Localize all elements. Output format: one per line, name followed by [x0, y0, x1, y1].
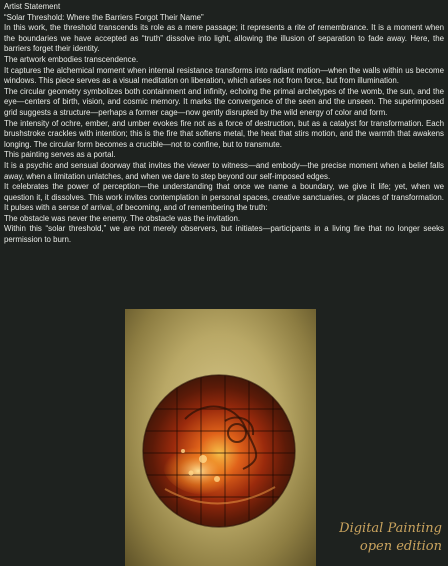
caption-edition: open edition	[359, 539, 442, 554]
statement-paragraph: This painting serves as a portal.	[4, 150, 116, 160]
caption-medium: Digital Painting	[339, 521, 442, 536]
statement-paragraph: The intensity of ochre, ember, and umber evokes fire not as a force of destruction, but as a catalyst for transformation. Each brushstroke crackles with intention; this is the fire that softens metal, the heat that stirs motion, and the warmth that awakens longing. The circular form becomes a crucible—not to confine, but to transmute.	[4, 118, 444, 149]
artwork-image	[125, 309, 316, 566]
statement-paragraph: The artwork embodies transcendence.	[4, 54, 139, 64]
statement-paragraph: It captures the alchemical moment when internal resistance transforms into radiant motion—when the walls within us become windows. This piece serves as a visual meditation on liberation, which arises not from force, but from illumination.	[4, 65, 444, 86]
statement-paragraph: It is a psychic and sensual doorway that invites the viewer to witness—and embody—the precise moment when a belief falls away, when a limitation unlatches, and when we dare to step beyond our self-imposed edges.	[4, 160, 444, 181]
statement-paragraph: In this work, the threshold transcends its role as a mere passage; it represents a rite of remembrance. It is a moment when the boundaries we have accepted as “truth” dissolve into light, allowing the illusion of separation to fade away. Here, the barriers forget their identity.	[4, 23, 444, 54]
artist-statement	[4, 2, 444, 246]
statement-paragraph: Within this “solar threshold,” we are not merely observers, but initiates—participants in a living fire that no longer seeks permission to burn.	[4, 224, 444, 245]
statement-paragraph: The obstacle was never the enemy. The obstacle was the invitation.	[4, 213, 241, 223]
statement-title: “Solar Threshold: Where the Barriers Forgot Their Name”	[4, 12, 204, 22]
statement-paragraph: The circular geometry symbolizes both containment and infinity, echoing the primal archetypes of the womb, the sun, and the eye—centers of birth, vision, and cosmic memory. It marks the convergence of the seen and the unseen. The superimposed grid suggests a structure—perhaps a former cage—now gently disrupted by the wild energy of color and form.	[4, 86, 444, 117]
solar-threshold-painting	[125, 309, 316, 566]
statement-paragraph: It celebrates the power of perception—the understanding that once we name a boundary, we give it life; yet, when we question it, it dissolves. This work invites contemplation in personal spaces, creative sanctuaries, or places of transformation. It pulses with a sense of arrival, of becoming, and of remembering the truth:	[4, 182, 444, 213]
statement-heading: Artist Statement	[4, 2, 61, 11]
edition-caption	[339, 520, 442, 556]
